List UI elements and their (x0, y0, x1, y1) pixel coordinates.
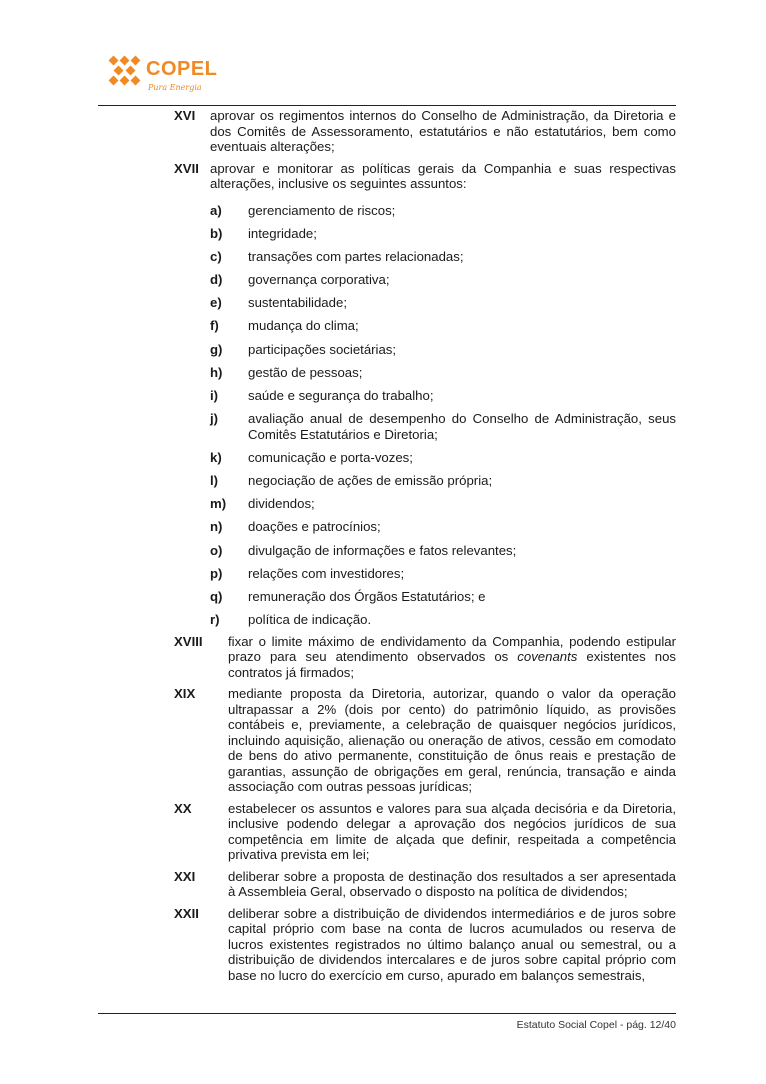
clause-text: deliberar sobre a distribuição de dividendos intermediários e de juros sobre capital próprio com base na conta de lucros acumulados ou reserva de lucros existentes registrados no último balanço anual ou semestral, ou a distribuição de dividendos intercalares e de juros sobre capital próprio com base no lucro do exercício em curso, apurado em balanços semestrais, (228, 905, 676, 983)
subitem-letter: n) (210, 519, 223, 535)
subitem-text: política de indicação. (248, 612, 372, 628)
subitem-text: mudança do clima; (248, 318, 359, 334)
subitem-letter: o) (210, 542, 223, 558)
clause-text (228, 634, 676, 681)
subitem-letter: h) (210, 364, 223, 380)
subitem-text: participações societárias; (248, 341, 397, 357)
copel-logo-mark-icon (108, 54, 142, 88)
clause-xxi (174, 869, 676, 900)
clause-text-before: fixar o limite máximo de endividamento da Companhia, podendo estipular prazo para seu atendimento observados os (228, 633, 676, 665)
clause-xx (174, 801, 676, 863)
clause-xviii (174, 634, 676, 681)
subitem-letter: g) (210, 341, 223, 357)
subitem-letter: b) (210, 225, 223, 241)
subitem-text: relações com investidores; (248, 565, 405, 581)
footer-rule (98, 1013, 676, 1014)
clause-xix (174, 686, 676, 795)
subitem-p (210, 566, 676, 582)
subitem-r (210, 612, 676, 628)
document-body (174, 108, 676, 989)
subitem-e (210, 295, 676, 311)
subitem-letter: k) (210, 449, 222, 465)
clause-text: deliberar sobre a proposta de destinação dos resultados a ser apresentada à Assembleia Geral, observado o disposto na política de dividendos; (228, 868, 676, 900)
subitem-j (210, 411, 676, 442)
subitem-text: gerenciamento de riscos; (248, 202, 396, 218)
subitem-letter: p) (210, 565, 223, 581)
subitem-a (210, 203, 676, 219)
subitem-h (210, 365, 676, 381)
subitem-text: avaliação anual de desempenho do Conselho de Administração, seus Comitês Estatutários e Diretoria; (248, 411, 676, 442)
subitem-d (210, 272, 676, 288)
subitem-text: saúde e segurança do trabalho; (248, 388, 434, 403)
subitem-text: remuneração dos Órgãos Estatutários; e (248, 589, 486, 604)
subitem-letter: r) (210, 612, 220, 628)
subitem-letter: a) (210, 202, 222, 218)
subitem-text: gestão de pessoas; (248, 364, 363, 380)
subitem-text: doações e patrocínios; (248, 519, 381, 535)
subitem-o (210, 543, 676, 559)
subitem-n (210, 519, 676, 535)
subitem-k (210, 450, 676, 466)
subitem-f (210, 318, 676, 334)
clause-xxii (174, 906, 676, 984)
subitem-q (210, 589, 676, 605)
clause-number: XVIII (174, 633, 203, 649)
subitem-text: governança corporativa; (248, 272, 390, 288)
subitem-text: transações com partes relacionadas; (248, 248, 464, 264)
page-footer: Estatuto Social Copel - pág. 12/40 (516, 1019, 676, 1031)
clause-number: XXII (174, 905, 199, 921)
subitem-letter: c) (210, 248, 222, 264)
clause-xvi (174, 108, 676, 155)
subitem-letter: f) (210, 318, 219, 334)
clause-text: aprovar os regimentos internos do Conselho de Administração, da Diretoria e dos Comitês de Assessoramento, estatutários e não estatutários, bem como eventuais alterações; (210, 108, 676, 154)
subitem-letter: q) (210, 589, 223, 604)
subitem-text: comunicação e porta-vozes; (248, 449, 413, 465)
subitem-text: divulgação de informações e fatos relevantes; (248, 542, 517, 558)
subitem-text: integridade; (248, 225, 317, 241)
clause-text: estabelecer os assuntos e valores para sua alçada decisória e da Diretoria, inclusive podendo delegar a aprovação dos negócios jurídicos de sua competência em limite de alçada que definir, respeitada a competência privativa prevista em lei; (228, 800, 676, 863)
subitem-g (210, 342, 676, 358)
subitem-c (210, 249, 676, 265)
header-rule (98, 105, 676, 106)
clause-text-after: existentes nos contratos já firmados; (228, 649, 677, 680)
subitem-letter: d) (210, 272, 223, 288)
clause-number: XXI (174, 868, 196, 884)
clause-text: mediante proposta da Diretoria, autorizar, quando o valor da operação ultrapassar a 2% (dois por cento) do patrimônio líquido, as provisões contábeis e, previamente, a celebração de quaisquer negócios jurídicos, incluindo aquisição, alienação ou oneração de ativos, cessão em comodato de bens do ativo permanente, constituição de ônus reais e prestação de garantias, assunção de obrigações em geral, renúncia, transação e ainda associação com outras pessoas jurídicas; (228, 686, 676, 795)
clause-xvii (174, 161, 676, 192)
clause-number: XX (174, 800, 192, 816)
subitem-text: dividendos; (248, 496, 315, 512)
clause-text: aprovar e monitorar as políticas gerais da Companhia e suas respectivas alterações, inclusive os seguintes assuntos: (210, 160, 676, 191)
subitem-l (210, 473, 676, 489)
clause-number: XVI (174, 108, 196, 123)
clause-number: XVII (174, 160, 199, 176)
subitem-i (210, 388, 676, 404)
copel-logo (108, 54, 238, 98)
clause-number: XIX (174, 686, 196, 702)
logo-tagline: Pura Energia (148, 83, 202, 92)
clause-text-italic: covenants (517, 649, 578, 665)
subitem-letter: i) (210, 388, 219, 403)
subitem-text: negociação de ações de emissão própria; (248, 473, 493, 489)
subitem-letter: e) (210, 295, 222, 311)
logo-brand: COPEL (146, 58, 218, 80)
subitem-letter: j) (210, 411, 219, 427)
subitem-m (210, 496, 676, 512)
subitem-text: sustentabilidade; (248, 295, 347, 311)
subitem-letter: m) (210, 496, 227, 512)
subitem-b (210, 226, 676, 242)
subitem-letter: l) (210, 473, 219, 489)
